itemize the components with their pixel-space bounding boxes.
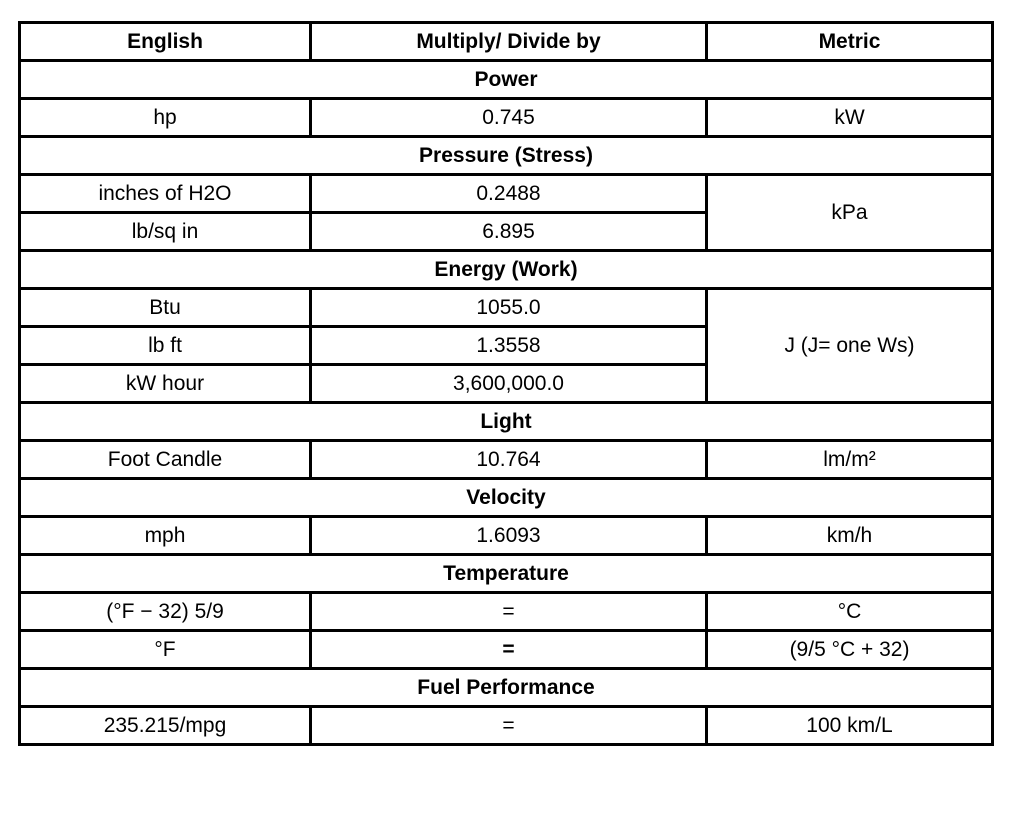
metric-unit: km/h bbox=[707, 517, 993, 555]
metric-unit: J (J= one Ws) bbox=[707, 289, 993, 403]
table-row bbox=[20, 99, 993, 137]
table-row bbox=[20, 289, 993, 327]
english-unit: °F bbox=[20, 631, 311, 669]
section-row-light bbox=[20, 403, 993, 441]
section-title: Fuel Performance bbox=[20, 669, 993, 707]
section-row-velocity bbox=[20, 479, 993, 517]
metric-unit: kW bbox=[707, 99, 993, 137]
english-unit: lb ft bbox=[20, 327, 311, 365]
conversion-factor: 1055.0 bbox=[311, 289, 707, 327]
table-row bbox=[20, 175, 993, 213]
section-row-temperature bbox=[20, 555, 993, 593]
english-unit: (°F − 32) 5/9 bbox=[20, 593, 311, 631]
table-row bbox=[20, 441, 993, 479]
conversion-factor: 6.895 bbox=[311, 213, 707, 251]
section-row-pressure bbox=[20, 137, 993, 175]
conversion-factor: = bbox=[311, 631, 707, 669]
english-unit: mph bbox=[20, 517, 311, 555]
english-unit: hp bbox=[20, 99, 311, 137]
header-row bbox=[20, 23, 993, 61]
table-row bbox=[20, 593, 993, 631]
english-unit: Btu bbox=[20, 289, 311, 327]
metric-unit: 100 km/L bbox=[707, 707, 993, 745]
table-row bbox=[20, 631, 993, 669]
english-unit: kW hour bbox=[20, 365, 311, 403]
section-title: Temperature bbox=[20, 555, 993, 593]
header-factor: Multiply/ Divide by bbox=[311, 23, 707, 61]
metric-unit: °C bbox=[707, 593, 993, 631]
english-unit: inches of H2O bbox=[20, 175, 311, 213]
conversion-factor: = bbox=[311, 707, 707, 745]
section-row-energy bbox=[20, 251, 993, 289]
section-title: Pressure (Stress) bbox=[20, 137, 993, 175]
english-unit: lb/sq in bbox=[20, 213, 311, 251]
header-metric: Metric bbox=[707, 23, 993, 61]
metric-unit: kPa bbox=[707, 175, 993, 251]
section-title: Light bbox=[20, 403, 993, 441]
conversion-table bbox=[18, 21, 994, 746]
section-row-power bbox=[20, 61, 993, 99]
conversion-factor: 1.6093 bbox=[311, 517, 707, 555]
section-title: Velocity bbox=[20, 479, 993, 517]
conversion-factor: = bbox=[311, 593, 707, 631]
table-row bbox=[20, 707, 993, 745]
section-title: Power bbox=[20, 61, 993, 99]
metric-unit: (9/5 °C + 32) bbox=[707, 631, 993, 669]
english-unit: Foot Candle bbox=[20, 441, 311, 479]
english-unit: 235.215/mpg bbox=[20, 707, 311, 745]
conversion-factor: 0.2488 bbox=[311, 175, 707, 213]
header-english: English bbox=[20, 23, 311, 61]
table-row bbox=[20, 517, 993, 555]
metric-unit: lm/m² bbox=[707, 441, 993, 479]
conversion-factor: 3,600,000.0 bbox=[311, 365, 707, 403]
section-title: Energy (Work) bbox=[20, 251, 993, 289]
conversion-factor: 0.745 bbox=[311, 99, 707, 137]
section-row-fuel-performance bbox=[20, 669, 993, 707]
conversion-factor: 10.764 bbox=[311, 441, 707, 479]
conversion-factor: 1.3558 bbox=[311, 327, 707, 365]
